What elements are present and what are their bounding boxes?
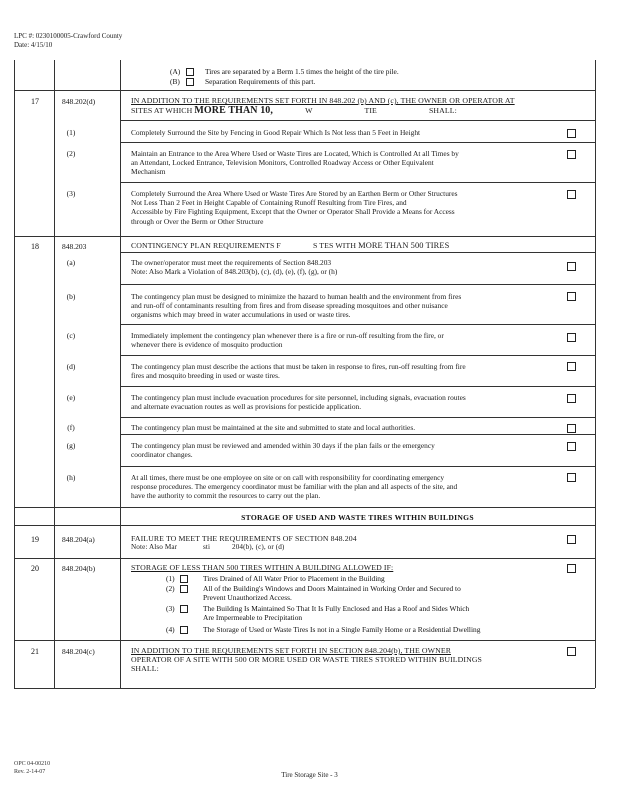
row-17-item1-checkbox[interactable]: [567, 129, 576, 138]
row-17-item2-checkbox[interactable]: [567, 150, 576, 159]
top-a-checkbox[interactable]: [186, 68, 194, 76]
row-18-e-rule: [120, 386, 595, 387]
top-b-checkbox[interactable]: [186, 78, 194, 86]
row-21-line3: SHALL:: [131, 664, 159, 674]
row-17-item3-line3: Accessible by Fire Fighting Equipment, Except that the Owner or Operator Shall Provide a Means for Access: [131, 207, 455, 217]
row-18-d-line1: The contingency plan must describe the actions that must be taken in response to fires, run-off resulting from fire: [131, 362, 466, 371]
row-17-item2-line3: Mechanism: [131, 167, 166, 177]
row-17-item2-label: (2): [66, 149, 76, 158]
storage-top-rule: [14, 507, 595, 508]
footer-page-label: Tire Storage Site - 3: [281, 771, 338, 779]
header-lpc: LPC #: 0230100005-Crawford County: [14, 32, 123, 40]
row-18-g-text: [131, 441, 561, 459]
row-17-top-rule: [14, 90, 595, 91]
row-18-h-line1: At all times, there must be one employee on site or on call with responsibility for coordinating emergency: [131, 473, 445, 482]
row-19-note-c: 204(b), (c), or (d): [232, 543, 285, 552]
row-18-h-line3: have the authority to commit the resources to carry out the plan.: [131, 491, 321, 501]
row-18-b-text: [131, 292, 561, 320]
table-left-border: [14, 60, 15, 688]
row-18-b-label: (b): [66, 292, 76, 301]
row-18-b-line3: organisms which may breed in water accumulations in used or waste tires.: [131, 310, 351, 320]
row-17-item1-label: (1): [66, 128, 76, 137]
row-17-number: 17: [31, 97, 39, 106]
row-18-h-checkbox[interactable]: [567, 473, 576, 482]
row-18-d-label: (d): [66, 362, 76, 371]
row-18-c-checkbox[interactable]: [567, 333, 576, 342]
row-21-number: 21: [31, 647, 39, 656]
row-17-shall: SHALL:: [428, 106, 457, 115]
row-17-frag-w: W: [305, 106, 313, 115]
row-19-line1: FAILURE TO MEET THE REQUIREMENTS OF SECTION 848.204: [131, 534, 357, 543]
row-20-opt1-label: (1): [166, 574, 175, 583]
row-18-a-line2: Note: Also Mark a Violation of 848.203(b), (c), (d), (e), (f), (g), or (h): [131, 267, 338, 277]
row-18-b-line2: and run-off of contaminants resulting from fires and from disease spreading mosquitoes and other nuisance: [131, 301, 448, 311]
row-18-g-checkbox[interactable]: [567, 442, 576, 451]
row-18-a-text: [131, 258, 561, 276]
row-18-c-label: (c): [66, 331, 76, 340]
row-20-opt3-checkbox[interactable]: [180, 605, 188, 613]
row-20-opt2-line1: All of the Building's Windows and Doors Maintained in Working Order and Secured to: [203, 584, 461, 593]
row-18-b-checkbox[interactable]: [567, 292, 576, 301]
row-17-heading-line1: [131, 96, 591, 105]
row-18-section: 848.203: [62, 242, 87, 251]
row-18-number: 18: [31, 242, 39, 251]
row-18-top-rule: [14, 236, 595, 237]
row-20-opt4-checkbox[interactable]: [180, 626, 188, 634]
row-18-h-line2: response procedures. The emergency coordinator must be familiar with the plan and all aspects of the site, and: [131, 482, 458, 492]
top-a-text: Tires are separated by a Berm 1.5 times the height of the tire pile.: [205, 67, 399, 76]
row-18-d-rule: [120, 355, 595, 356]
row-19-line2: [131, 543, 561, 552]
row-20-opt3-label: (3): [166, 604, 175, 613]
row-17-item2-line2: an Attendant, Locked Entrance, Television Monitors, Controlled Roadway Access or Other Equivalent: [131, 158, 434, 168]
row-18-a-rule: [120, 252, 595, 253]
row-18-h-text: [131, 473, 561, 501]
row-17-item3-line2: Not Less Than 2 Feet in Height Capable of Containing Runoff Resulting from Tire Fires, and: [131, 198, 407, 208]
row-18-c-rule: [120, 324, 595, 325]
row-17-item1-text: Completely Surround the Site by Fencing in Good Repair Which Is Not less than 5 Feet in Height: [131, 128, 421, 137]
row-18-a-line1: The owner/operator must meet the requirements of Section 848.203: [131, 258, 332, 267]
row-20-opt4-label: (4): [166, 625, 175, 634]
row-20-top-rule: [14, 558, 595, 559]
row-17-item3-label: (3): [66, 189, 76, 198]
row-18-f-text: The contingency plan must be maintained at the site and submitted to state and local authorities.: [131, 423, 416, 432]
column-divider-num: [54, 60, 55, 688]
row-18-c-line2: whenever there is evidence of mosquito production: [131, 340, 283, 350]
top-a-label: (A): [170, 67, 181, 76]
row-19-number: 19: [31, 535, 39, 544]
row-18-g-line1: The contingency plan must be reviewed and amended within 30 days if the plan fails or the emergency: [131, 441, 435, 450]
row-19-text: [131, 534, 561, 552]
row-17-1-rule: [120, 120, 595, 121]
row-18-f-rule: [120, 417, 595, 418]
row-17-in-addition: IN ADDITION TO THE REQUIREMENTS SET FORTH IN 848.202 (b) AND (c), THE OWNER OR OPERATOR AT: [131, 96, 515, 105]
row-21-section: 848.204(c): [62, 647, 95, 656]
row-20-opt3-line2: Are Impermeable to Precipitation: [203, 613, 303, 622]
row-19-note-b: sti: [203, 543, 211, 552]
row-18-e-line1: The contingency plan must include evacuation procedures for site personnel, including signals, evacuation routes: [131, 393, 466, 402]
row-18-g-label: (g): [66, 441, 76, 450]
row-18-a-checkbox[interactable]: [567, 262, 576, 271]
row-18-e-checkbox[interactable]: [567, 394, 576, 403]
row-20-number: 20: [31, 564, 39, 573]
row-17-more-than: MORE THAN 10,: [194, 105, 274, 116]
top-b-text: Separation Requirements of this part.: [205, 77, 316, 86]
top-b-label: (B): [170, 77, 180, 86]
row-19-note-a: Note: Also Mar: [131, 543, 178, 552]
row-18-g-line2: coordinator changes.: [131, 450, 193, 460]
row-18-g-rule: [120, 434, 595, 435]
row-18-h-label: (h): [66, 473, 76, 482]
row-20-opt3-text: [203, 604, 469, 622]
row-21-top-rule: [14, 640, 595, 641]
row-17-section: 848.202(d): [62, 97, 96, 106]
row-20-opt2-text: [203, 584, 461, 602]
row-17-item3-text: [131, 189, 561, 226]
storage-bottom-rule: [14, 525, 595, 526]
row-20-opt4-text: The Storage of Used or Waste Tires Is not in a Single Family Home or a Residential Dwelling: [203, 625, 481, 634]
row-20-opt2-label: (2): [166, 584, 175, 593]
row-20-heading: STORAGE OF LESS THAN 500 TIRES WITHIN A BUILDING ALLOWED IF:: [131, 563, 394, 572]
row-18-d-text: [131, 362, 561, 380]
row-20-opt2-line2: Prevent Unauthorized Access.: [203, 593, 292, 602]
table-bottom-rule: [14, 688, 595, 689]
row-18-e-label: (e): [66, 393, 76, 402]
row-18-heading: [131, 241, 591, 250]
row-17-item3-line1: Completely Surround the Area Where Used or Waste Tires Are Stored by an Earthen Berm or Other Structures: [131, 189, 458, 198]
row-17-frag-tie: TIE: [364, 106, 377, 115]
row-20-opt3-line1: The Building Is Maintained So That It Is Fully Enclosed and Has a Roof and Sides Which: [203, 604, 470, 613]
storage-heading: STORAGE OF USED AND WASTE TIRES WITHIN BUILDINGS: [241, 513, 474, 522]
row-20-opt1-checkbox[interactable]: [180, 575, 188, 583]
row-21-checkbox[interactable]: [567, 647, 576, 656]
row-17-3-rule: [120, 182, 595, 183]
row-18-e-line2: and alternate evacuation routes as well as provisions for pesticide application.: [131, 402, 362, 412]
row-18-e-text: [131, 393, 561, 411]
row-18-d-checkbox[interactable]: [567, 362, 576, 371]
row-17-heading-line2: [131, 106, 591, 115]
row-17-item2-text: [131, 149, 561, 177]
row-21-line2: OPERATOR OF A SITE WITH 500 OR MORE USED OR WASTE TIRES STORED WITHIN BUILDINGS: [131, 655, 482, 665]
row-21-text: [131, 646, 561, 674]
row-18-c-text: [131, 331, 561, 349]
footer-revision: Rev. 2-14-07: [14, 769, 46, 775]
header-date: Date: 4/15/10: [14, 41, 53, 49]
row-17-item2-line1: Maintain an Entrance to the Area Where Used or Waste Tires are Located, Which is Controlled At all Times by: [131, 149, 459, 158]
column-divider-section: [120, 60, 121, 688]
row-18-b-rule: [120, 284, 595, 285]
row-18-h-rule: [120, 466, 595, 467]
row-17-sites-text: SITES AT WHICH: [131, 106, 193, 115]
row-18-d-line2: fires and mosquito breeding in used or waste tires.: [131, 371, 280, 381]
row-18-c-line1: Immediately implement the contingency plan whenever there is a fire or run-off resulting from the fire, or: [131, 331, 444, 340]
row-18-heading-b: S TES WITH: [312, 241, 357, 250]
row-18-b-line1: The contingency plan must be designed to minimize the hazard to human health and the environment from fires: [131, 292, 462, 301]
row-19-section: 848.204(a): [62, 535, 95, 544]
row-20-checkbox[interactable]: [567, 564, 576, 573]
row-18-a-label: (a): [66, 258, 76, 267]
footer-form-number: OPC 04-00210: [14, 761, 51, 767]
row-17-item3-line4: through or Over the Berm or Other Structure: [131, 216, 264, 226]
row-17-item3-checkbox[interactable]: [567, 190, 576, 199]
row-18-f-label: (f): [67, 423, 75, 432]
row-18-f-checkbox[interactable]: [567, 424, 576, 433]
row-19-checkbox[interactable]: [567, 535, 576, 544]
row-20-opt1-text: Tires Drained of All Water Prior to Placement in the Building: [203, 574, 385, 583]
row-18-heading-c: MORE THAN 500 TIRES: [358, 241, 450, 250]
row-17-2-rule: [120, 142, 595, 143]
row-21-line1: IN ADDITION TO THE REQUIREMENTS SET FORTH IN SECTION 848.204(b), THE OWNER: [131, 646, 452, 655]
table-right-border: [595, 60, 596, 688]
row-18-heading-a: CONTINGENCY PLAN REQUIREMENTS F: [131, 241, 281, 250]
row-20-opt2-checkbox[interactable]: [180, 585, 188, 593]
row-20-section: 848.204(b): [62, 564, 96, 573]
